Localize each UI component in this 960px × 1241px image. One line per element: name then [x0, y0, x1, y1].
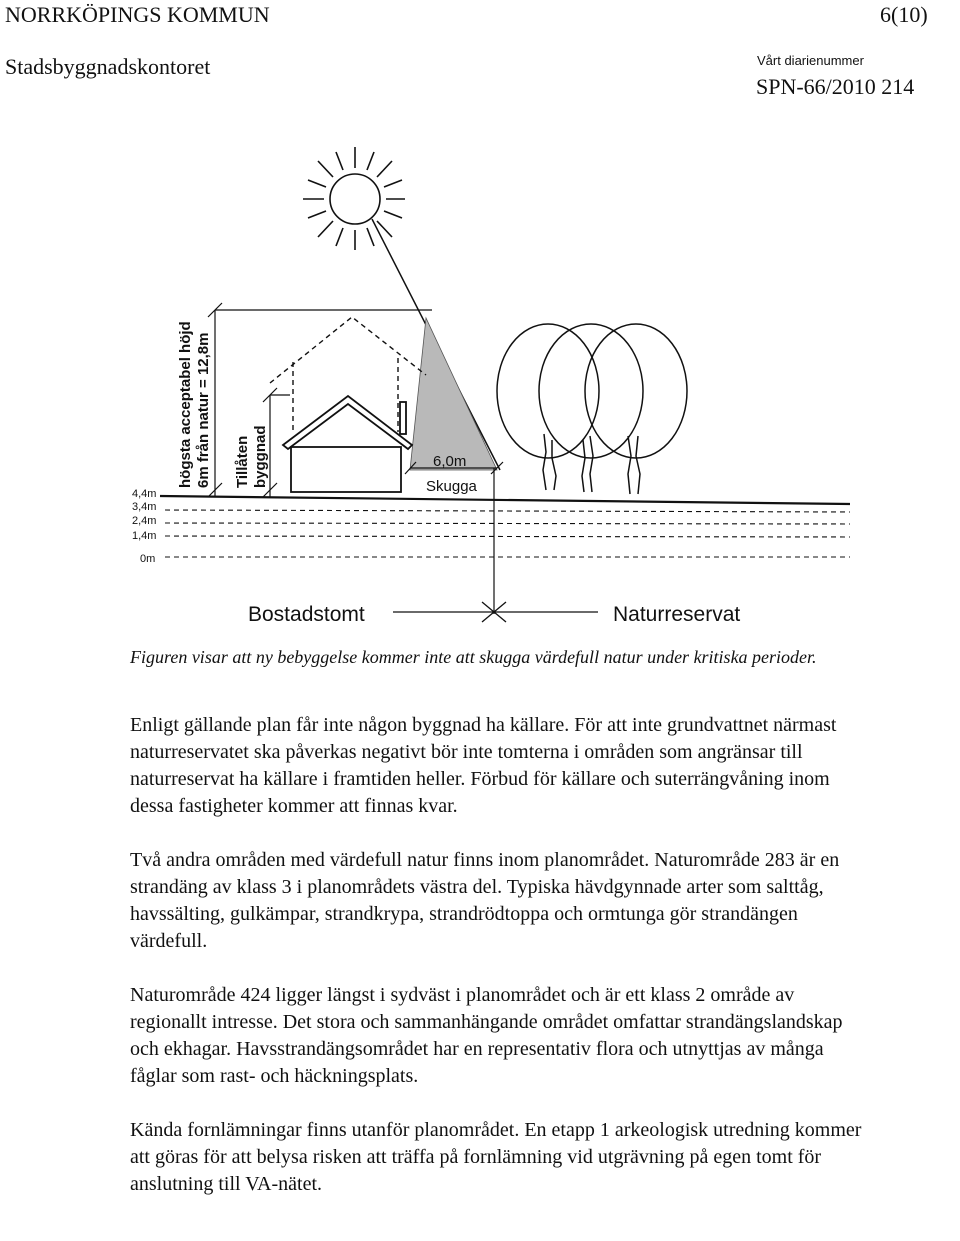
shadow-area — [410, 318, 497, 470]
paragraph: Två andra områden med värdefull natur finns inom planområdet. Naturområde 283 är en strandäng av klass 3 i planområdets västra del. Typiska hävdgynnade arter som salttåg, havssälting, gulkämpar, strandkrypa, strandrödtoppa och ormtunga gör strandängen värdefull. — [130, 849, 840, 952]
page-number: 6(10) — [880, 2, 928, 27]
level-label: 1,4m — [132, 530, 157, 542]
height-label-2: 6m från natur = 12,8m — [195, 332, 212, 488]
allowed-label-2: byggnad — [252, 425, 269, 488]
paragraph: Naturområde 424 ligger längst i sydväst i planområdet och är ett klass 2 område av regionallt intresse. Det stora och sammanhängande området omfattar strandängslandskap och ekhagar. Havsstrandängsområdet har en representativ flora och utnyttjas av många fåglar som rast- och häckningsplats. — [130, 984, 843, 1087]
paragraph: Enligt gällande plan får inte någon byggnad ha källare. För att inte grundvattnet närmast naturreservatet ska påverkas negativt bör inte tomterna i områden som angränsar till naturreservat ha källare i framtiden heller. Förbud för källare och suterrängvåning inom dessa fastigheter kommer att finnas kvar. — [130, 714, 837, 817]
allowed-label-1: Tillåten — [234, 435, 251, 488]
paragraph: Kända fornlämningar finns utanför planområdet. En etapp 1 arkeologisk utredning kommer att göras för att belysa risken att träffa på fornlämning vid utgrävning på egen tomt för anslutning till VA-nätet. — [130, 1119, 862, 1195]
shadow-label: Skugga — [426, 478, 477, 495]
office-name: Stadsbyggnadskontoret — [5, 54, 211, 79]
allowed-building — [283, 396, 412, 492]
figure-caption: Figuren visar att ny bebyggelse kommer inte att skugga värdefull natur under kritiska perioder. — [130, 647, 817, 667]
ref-number: SPN-66/2010 214 — [756, 74, 915, 99]
level-label: 2,4m — [132, 515, 157, 527]
tree-icons — [497, 324, 687, 494]
body-text — [130, 712, 870, 1225]
right-zone-label: Naturreservat — [613, 603, 741, 626]
height-label-1: högsta acceptabel höjd — [177, 321, 194, 488]
org-name: NORRKÖPINGS KOMMUN — [5, 2, 270, 27]
level-label: 3,4m — [132, 501, 157, 513]
ref-label: Vårt diarienummer — [757, 53, 864, 68]
level-label: 4,4m — [132, 488, 157, 500]
boundary-marker — [393, 602, 598, 622]
left-zone-label: Bostadstomt — [248, 603, 365, 626]
distance-label: 6,0m — [433, 453, 467, 470]
sun-icon — [303, 147, 405, 250]
level-label: 0m — [140, 553, 156, 565]
